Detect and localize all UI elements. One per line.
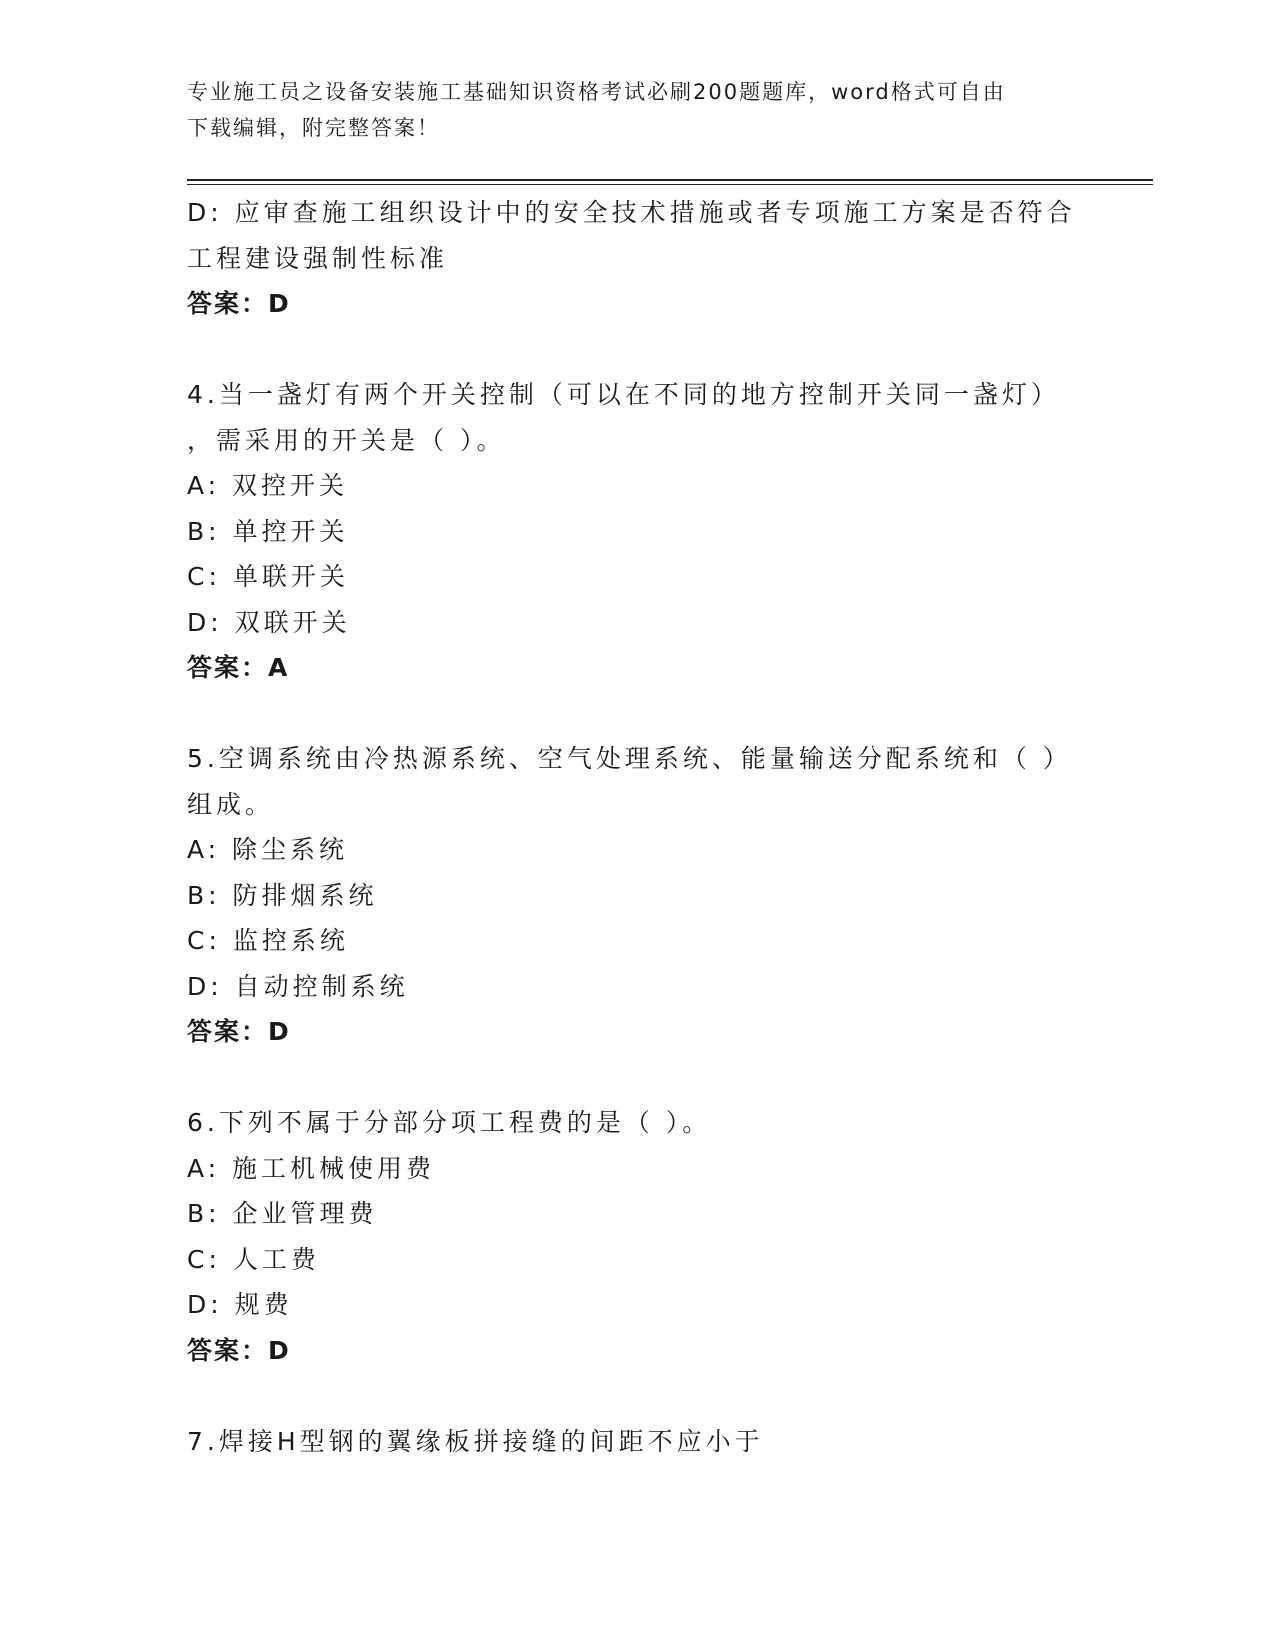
option-d: D: 双联开关 [187, 607, 351, 637]
header-rule-thin [187, 184, 1153, 185]
question-content [187, 190, 1087, 1464]
header-line-1: 专业施工员之设备安装施工基础知识资格考试必刷200题题库，word格式可自由 [187, 80, 1006, 104]
answer-line: 答案：A [187, 653, 290, 682]
question-6 [187, 1100, 1087, 1373]
option-b: B: 单控开关 [187, 516, 349, 546]
answer-line: 答案：D [187, 1017, 291, 1046]
question-stem: 4.当一盏灯有两个开关控制（可以在不同的地方控制开关同一盏灯） [187, 380, 1060, 409]
header-line-2: 下载编辑，附完整答案！ [187, 116, 440, 140]
spacer [187, 691, 1087, 737]
question-7 [187, 1419, 1087, 1465]
option-c: C: 监控系统 [187, 926, 349, 955]
option-a: A: 除尘系统 [187, 835, 349, 864]
spacer [187, 327, 1087, 373]
option-a: A: 双控开关 [187, 471, 349, 500]
header-rule-thick [187, 179, 1153, 181]
answer-line: 答案：D [187, 289, 291, 318]
previous-question-tail [187, 190, 1087, 327]
question-stem: 6.下列不属于分部分项工程费的是（ ）。 [187, 1108, 712, 1137]
question-stem: 7.焊接H型钢的翼缘板拼接缝的间距不应小于 [187, 1426, 764, 1456]
option-b: B: 企业管理费 [187, 1199, 378, 1228]
document-header [187, 74, 1087, 146]
question-stem-continued: 组成。 [187, 789, 275, 819]
question-4 [187, 372, 1087, 691]
option-d: D: 应审查施工组织设计中的安全技术措施或者专项施工方案是否符合 [187, 198, 1076, 227]
spacer [187, 1373, 1087, 1419]
option-c: C: 人工费 [187, 1244, 320, 1274]
option-a: A: 施工机械使用费 [187, 1153, 436, 1183]
option-b: B: 防排烟系统 [187, 880, 378, 910]
spacer [187, 1055, 1087, 1101]
question-stem-continued: ，需采用的开关是（ ）。 [187, 425, 506, 455]
option-c: C: 单联开关 [187, 562, 349, 591]
question-5 [187, 736, 1087, 1055]
option-d: D: 自动控制系统 [187, 971, 409, 1001]
option-d: D: 规费 [187, 1290, 293, 1319]
answer-line: 答案：D [187, 1335, 291, 1365]
question-stem: 5.空调系统由冷热源系统、空气处理系统、能量输送分配系统和（ ） [187, 744, 1072, 773]
option-d-continued: 工程建设强制性标准 [187, 243, 449, 273]
